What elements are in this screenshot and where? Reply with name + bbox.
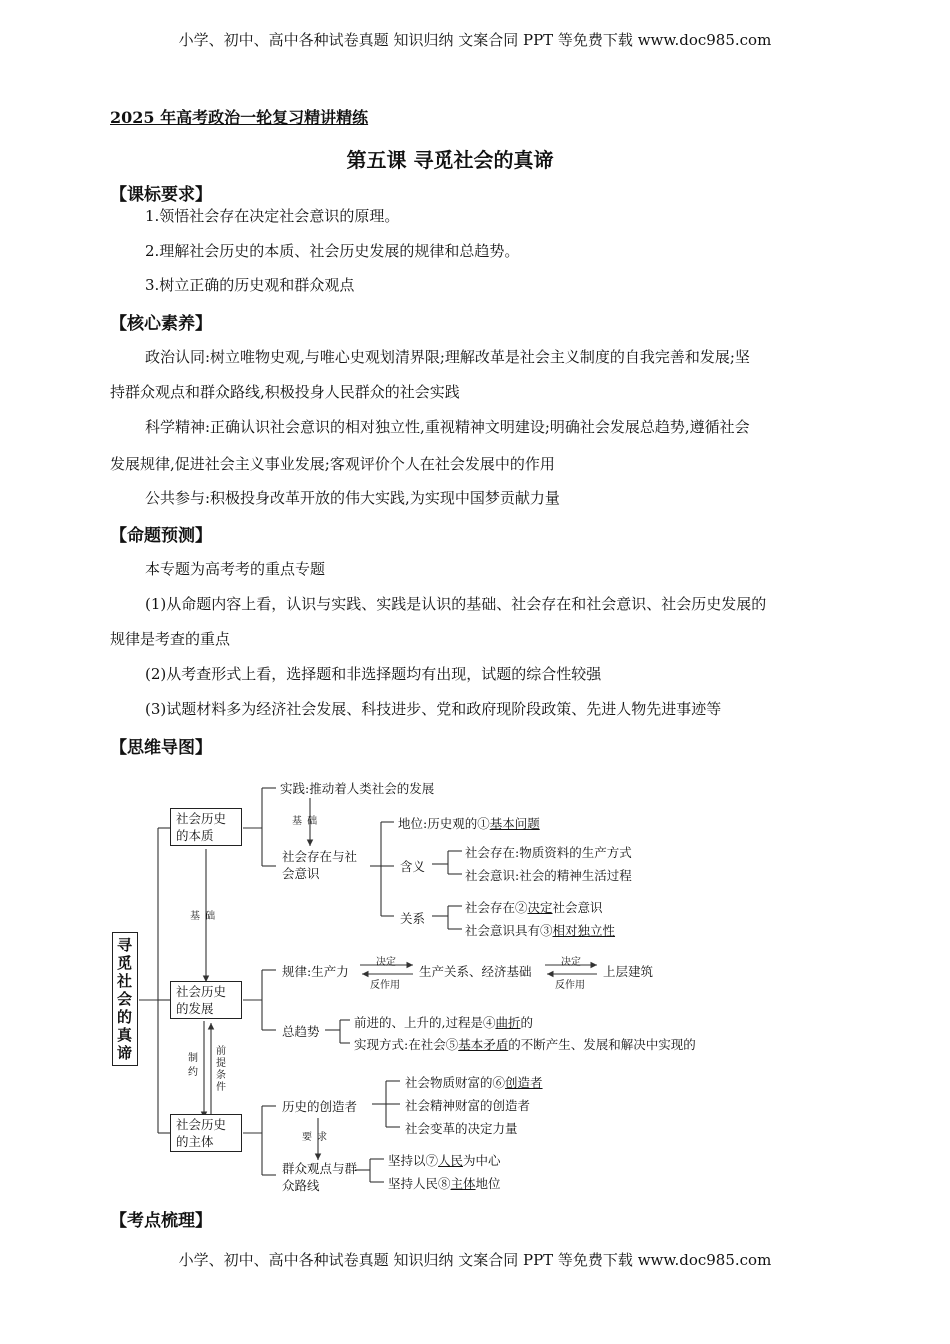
mm-guilv-pre: 规律:生产力 — [282, 964, 349, 979]
mm-qunzhong: 群众观点与群众路线 — [282, 1161, 358, 1193]
page-footer: 小学、初中、高中各种试卷真题 知识归纳 文案合同 PPT 等免费下载 www.doc985.com — [178, 1251, 772, 1269]
mm-qz-1: 坚持以⑦人民为中心 — [388, 1153, 501, 1168]
mm-zhiyue: 制约 — [188, 1053, 198, 1078]
mm-qianti-tiaojian: 前提条件 — [216, 1046, 226, 1093]
mm-jichu-big: 基 础 — [190, 911, 217, 922]
box-shehui-lishi-zhuti: 社会历史的主体 — [170, 1114, 242, 1152]
kebiao-item-3: 3.树立正确的历史观和群众观点 — [145, 276, 355, 294]
mm-fanzuoyong-2: 反作用 — [555, 980, 585, 991]
kebiao-item-2: 2.理解社会历史的本质、社会历史发展的规律和总趋势。 — [145, 242, 520, 260]
mm-chuang-1: 社会物质财富的⑥创造者 — [405, 1075, 543, 1090]
mm-guanxi: 关系 — [400, 911, 426, 926]
mingti-intro: 本专题为高考考的重点专题 — [145, 560, 326, 578]
mm-guilv-mid: 生产关系、经济基础 — [419, 964, 532, 979]
hexin-p2-line1: 科学精神:正确认识社会意识的相对独立性,重视精神文明建设;明确社会发展总趋势,遵循社会 — [145, 418, 750, 436]
mingti-item3: (3)试题材料多为经济社会发展、科技进步、党和政府现阶段政策、先进人物先进事迹等 — [145, 700, 722, 718]
mm-jichu-small: 基 础 — [292, 816, 319, 827]
mm-qz-2: 坚持人民⑧主体地位 — [388, 1176, 501, 1191]
mingti-item2: (2)从考查形式上看，选择题和非选择题均有出现，试题的综合性较强 — [145, 665, 602, 683]
mm-jueding-1: 决定 — [376, 957, 396, 968]
mm-chuang-3: 社会变革的决定力量 — [405, 1121, 518, 1136]
section-heading-kaodian: 【考点梳理】 — [110, 1211, 212, 1231]
mm-chuangzaozhe: 历史的创造者 — [282, 1099, 358, 1114]
section-heading-mingti: 【命题预测】 — [110, 526, 212, 546]
mm-shijian: 实践:推动着人类社会的发展 — [280, 781, 435, 796]
kebiao-item-1: 1.领悟社会存在决定社会意识的原理。 — [145, 207, 400, 225]
mm-diwei: 地位:历史观的①基本问题 — [398, 816, 540, 831]
mm-hanyi-1: 社会存在:物质资料的生产方式 — [465, 845, 632, 860]
mm-guanxi-2: 社会意识具有③相对独立性 — [465, 923, 616, 938]
hexin-p1-line1: 政治认同:树立唯物史观,与唯心史观划清界限;理解改革是社会主义制度的自我完善和发展;坚 — [145, 348, 750, 366]
mingti-item1-line2: 规律是考查的重点 — [110, 630, 231, 648]
page-header: 小学、初中、高中各种试卷真题 知识归纳 文案合同 PPT 等免费下载 www.doc985.com — [178, 31, 772, 49]
hexin-p1-line2: 持群众观点和群众路线,积极投身人民群众的社会实践 — [110, 383, 460, 401]
mm-qushi-2: 实现方式:在社会⑤基本矛盾的不断产生、发展和解决中实现的 — [354, 1037, 696, 1052]
mm-yaoqiu: 要 求 — [302, 1132, 329, 1143]
mm-guanxi-1: 社会存在②决定社会意识 — [465, 900, 603, 915]
mm-cunzai-yishi: 社会存在与社会意识 — [282, 849, 358, 881]
hexin-p3: 公共参与:积极投身改革开放的伟大实践,为实现中国梦贡献力量 — [145, 489, 560, 507]
mm-chuang-2: 社会精神财富的创造者 — [405, 1098, 531, 1113]
hexin-p2-line2: 发展规律,促进社会主义事业发展;客观评价个人在社会发展中的作用 — [110, 455, 555, 473]
doc-title: 第五课 寻觅社会的真谛 — [346, 148, 554, 172]
mm-jueding-2: 决定 — [561, 957, 581, 968]
mingti-item1-line1: (1)从命题内容上看，认识与实践、实践是认识的基础、社会存在和社会意识、社会历史发展的 — [145, 595, 767, 613]
section-heading-hexin: 【核心素养】 — [110, 314, 212, 334]
section-heading-siwei: 【思维导图】 — [110, 738, 212, 758]
mm-zongqushi: 总趋势 — [282, 1024, 320, 1039]
section-heading-kebiao: 【课标要求】 — [110, 185, 212, 205]
box-shehui-lishi-benzhi: 社会历史的本质 — [170, 808, 242, 846]
box-shehui-lishi-fazhan: 社会历史的发展 — [170, 981, 242, 1019]
mm-hanyi-2: 社会意识:社会的精神生活过程 — [465, 868, 632, 883]
doc-subtitle: 2025 年高考政治一轮复习精讲精练 — [110, 108, 369, 127]
mm-fanzuoyong-1: 反作用 — [370, 980, 400, 991]
mm-guilv-post: 上层建筑 — [603, 964, 654, 979]
mm-hanyi: 含义 — [400, 859, 426, 874]
mindmap-root: 寻觅社会的真谛 — [112, 932, 138, 1066]
mm-qushi-1: 前进的、上升的,过程是④曲折的 — [354, 1015, 534, 1030]
